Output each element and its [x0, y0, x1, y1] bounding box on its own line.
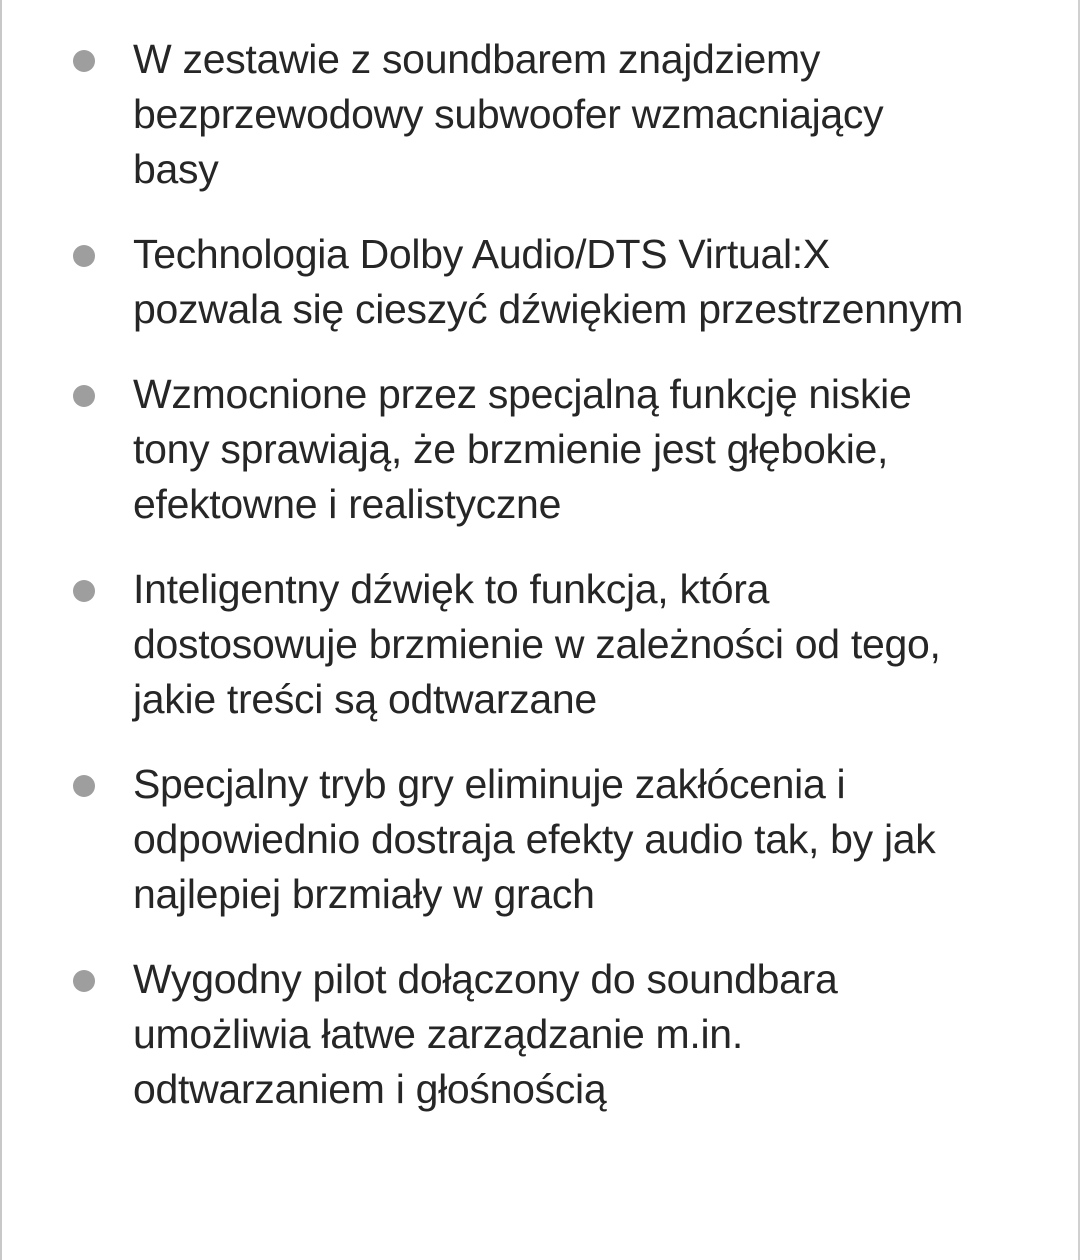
- bullet-icon: [73, 385, 95, 407]
- feature-item: [0, 227, 1080, 337]
- feature-text: Technologia Dolby Audio/DTS Virtual:X pozwala się cieszyć dźwiękiem przestrzennym: [133, 231, 964, 332]
- bullet-icon: [73, 775, 95, 797]
- bullet-icon: [73, 580, 95, 602]
- feature-item: [0, 562, 1080, 727]
- feature-item: [0, 952, 1080, 1117]
- bullet-icon: [73, 50, 95, 72]
- feature-text: Wzmocnione przez specjalną funkcję niskie tony sprawiają, że brzmienie jest głębokie, efektowne i realistyczne: [133, 371, 912, 527]
- feature-text: Wygodny pilot dołączony do soundbara umożliwia łatwe zarządzanie m.in. odtwarzaniem i głośnością: [133, 956, 838, 1112]
- feature-list: [0, 32, 1080, 1147]
- feature-text: Inteligentny dźwięk to funkcja, która dostosowuje brzmienie w zależności od tego, jakie treści są odtwarzane: [133, 566, 941, 722]
- bullet-icon: [73, 245, 95, 267]
- feature-item: [0, 32, 1080, 197]
- feature-item: [0, 757, 1080, 922]
- bullet-icon: [73, 970, 95, 992]
- feature-text: W zestawie z soundbarem znajdziemy bezprzewodowy subwoofer wzmacniający basy: [133, 36, 884, 192]
- feature-text: Specjalny tryb gry eliminuje zakłócenia i odpowiednio dostraja efekty audio tak, by jak najlepiej brzmiały w grach: [133, 761, 936, 917]
- feature-item: [0, 367, 1080, 532]
